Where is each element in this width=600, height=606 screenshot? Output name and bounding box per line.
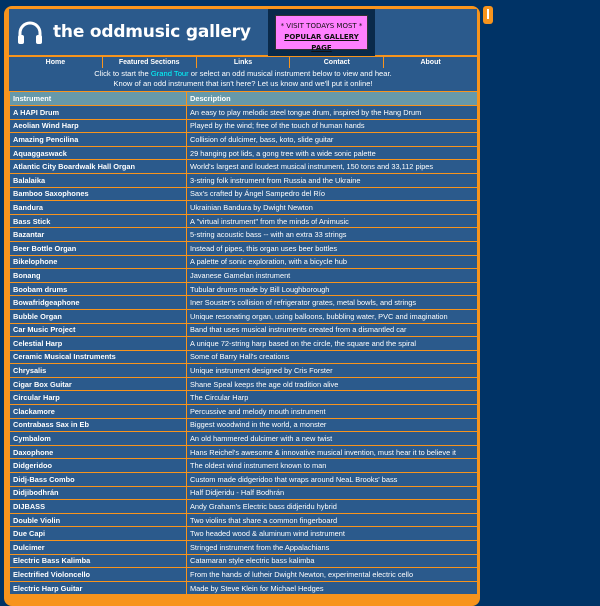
instrument-description: Percussive and melody mouth instrument — [187, 405, 478, 419]
instrument-description: Iner Souster's collision of refrigerator grates, metal bowls, and strings — [187, 296, 478, 310]
instrument-description: Played by the wind; free of the touch of human hands — [187, 119, 478, 133]
instrument-name-link[interactable]: Bazantar — [10, 228, 187, 242]
instrument-description: Unique resonating organ, using balloons, bubbling water, PVC and imagination — [187, 309, 478, 323]
instrument-description: Sax's crafted by Ángel Sampedro del Río — [187, 187, 478, 201]
instrument-name-link[interactable]: Celestial Harp — [10, 337, 187, 351]
instrument-name-link[interactable]: Electric Harp Guitar — [10, 581, 187, 595]
table-row[interactable] — [10, 187, 478, 201]
site-header — [9, 9, 477, 55]
table-row[interactable] — [10, 541, 478, 555]
table-row[interactable] — [10, 527, 478, 541]
table-body — [10, 106, 478, 595]
instrument-name-link[interactable]: Amazing Pencilina — [10, 133, 187, 147]
nav-links[interactable]: Links — [197, 57, 291, 68]
instrument-name-link[interactable]: Bass Stick — [10, 214, 187, 228]
instrument-description: Made by Steve Klein for Michael Hedges — [187, 581, 478, 595]
instrument-description: The Circular Harp — [187, 391, 478, 405]
instrument-table — [9, 91, 478, 595]
nav-contact[interactable]: Contact — [290, 57, 384, 68]
scrollbar-thumb[interactable] — [487, 9, 489, 19]
instrument-name-link[interactable]: Chrysalis — [10, 364, 187, 378]
table-row[interactable] — [10, 432, 478, 446]
instrument-name-link[interactable]: Electric Bass Kalimba — [10, 554, 187, 568]
nav-about[interactable]: About — [420, 59, 441, 66]
table-row[interactable] — [10, 500, 478, 514]
instrument-name-link[interactable]: Aquaggaswack — [10, 146, 187, 160]
instrument-name-link[interactable]: Daxophone — [10, 445, 187, 459]
table-row[interactable] — [10, 309, 478, 323]
table-row[interactable] — [10, 568, 478, 582]
table-row[interactable] — [10, 350, 478, 364]
intro-line-2: Know of an odd instrument that isn't here? Let us know and we'll put it online! — [113, 79, 373, 88]
table-row[interactable] — [10, 106, 478, 120]
table-row[interactable] — [10, 405, 478, 419]
table-row[interactable] — [10, 269, 478, 283]
table-header-row — [10, 92, 478, 106]
instrument-description: Hans Reichel's awesome & innovative musical invention, must hear it to believe it — [187, 445, 478, 459]
table-row[interactable] — [10, 581, 478, 595]
table-row[interactable] — [10, 133, 478, 147]
instrument-description: World's largest and loudest musical instrument, 150 tons and 33,112 pipes — [187, 160, 478, 174]
instrument-description: Instead of pipes, this organ uses beer bottles — [187, 241, 478, 255]
table-row[interactable] — [10, 391, 478, 405]
table-row[interactable] — [10, 146, 478, 160]
instrument-name-link[interactable]: Dulcimer — [10, 541, 187, 555]
instrument-name-link[interactable]: Ceramic Musical Instruments — [10, 350, 187, 364]
instrument-name-link[interactable]: DIJBASS — [10, 500, 187, 514]
instrument-description: Catamaran style electric bass kalimba — [187, 554, 478, 568]
instrument-name-link[interactable]: Bonang — [10, 269, 187, 283]
instrument-description: 29 hanging pot lids, a gong tree with a wide sonic palette — [187, 146, 478, 160]
table-row[interactable] — [10, 119, 478, 133]
table-row[interactable] — [10, 201, 478, 215]
popular-gallery-banner[interactable] — [268, 9, 375, 56]
table-row[interactable] — [10, 214, 478, 228]
instrument-description: 5-string acoustic bass -- with an extra 33 strings — [187, 228, 478, 242]
instrument-name-link[interactable]: Contrabass Sax in Eb — [10, 418, 187, 432]
instrument-name-link[interactable]: Beer Bottle Organ — [10, 241, 187, 255]
instrument-name-link[interactable]: Balalaika — [10, 173, 187, 187]
instrument-description: 3-string folk instrument from Russia and the Ukraine — [187, 173, 478, 187]
instrument-name-link[interactable]: Bamboo Saxophones — [10, 187, 187, 201]
table-row[interactable] — [10, 459, 478, 473]
instrument-description: Unique instrument designed by Cris Forster — [187, 364, 478, 378]
instrument-name-link[interactable]: Aeolian Wind Harp — [10, 119, 187, 133]
table-row[interactable] — [10, 255, 478, 269]
instrument-description: Custom made didgeridoo that wraps around NeaL Brooks' bass — [187, 473, 478, 487]
instrument-name-link[interactable]: Bowafridgeaphone — [10, 296, 187, 310]
table-row[interactable] — [10, 486, 478, 500]
promo-line-1: * VISIT TODAYS MOST * — [280, 22, 363, 30]
instrument-name-link[interactable]: Electrified Violoncello — [10, 568, 187, 582]
popular-gallery-link[interactable] — [275, 15, 368, 50]
instrument-name-link[interactable]: Didj-Bass Combo — [10, 473, 187, 487]
table-row[interactable] — [10, 241, 478, 255]
intro-text — [9, 68, 477, 91]
instrument-name-link[interactable]: Car Music Project — [10, 323, 187, 337]
table-row[interactable] — [10, 364, 478, 378]
instrument-description: Two headed wood & aluminum wind instrument — [187, 527, 478, 541]
table-row[interactable] — [10, 554, 478, 568]
instrument-description: A palette of sonic exploration, with a bicycle hub — [187, 255, 478, 269]
table-row[interactable] — [10, 337, 478, 351]
column-header-description: Description — [187, 92, 478, 106]
instrument-name-link[interactable]: Bikelophone — [10, 255, 187, 269]
main-nav — [9, 57, 477, 68]
intro-after-link: or select an odd musical instrument below to view and hear. — [188, 69, 392, 78]
instrument-description: Andy Graham's Electric bass didjeridu hybrid — [187, 500, 478, 514]
instrument-name-link[interactable]: Bubble Organ — [10, 309, 187, 323]
table-row[interactable] — [10, 418, 478, 432]
instrument-name-link[interactable]: Due Capi — [10, 527, 187, 541]
nav-home[interactable]: Home — [9, 57, 103, 68]
table-row[interactable] — [10, 473, 478, 487]
table-row[interactable] — [10, 296, 478, 310]
table-row[interactable] — [10, 323, 478, 337]
table-row[interactable] — [10, 160, 478, 174]
table-row[interactable] — [10, 228, 478, 242]
instrument-description: Shane Speal keeps the age old tradition alive — [187, 377, 478, 391]
table-row[interactable] — [10, 513, 478, 527]
table-row[interactable] — [10, 282, 478, 296]
instrument-description: Javanese Gamelan instrument — [187, 269, 478, 283]
table-row[interactable] — [10, 377, 478, 391]
instrument-name-link[interactable]: Didgeridoo — [10, 459, 187, 473]
table-row[interactable] — [10, 173, 478, 187]
instrument-name-link[interactable]: Boobam drums — [10, 282, 187, 296]
instrument-name-link[interactable]: A HAPI Drum — [10, 106, 187, 120]
instrument-description: An easy to play melodic steel tongue drum, inspired by the Hang Drum — [187, 106, 478, 120]
promo-line-2[interactable]: POPULAR GALLERY PAGE — [284, 33, 359, 52]
instrument-description: An old hammered dulcimer with a new twist — [187, 432, 478, 446]
column-header-instrument: Instrument — [10, 92, 187, 106]
instrument-description: Some of Barry Hall's creations — [187, 350, 478, 364]
instrument-description: Band that uses musical instruments created from a dismantled car — [187, 323, 478, 337]
instrument-name-link[interactable]: Atlantic City Boardwalk Hall Organ — [10, 160, 187, 174]
grand-tour-link[interactable]: Grand Tour — [150, 69, 189, 78]
site-logo-text[interactable]: the oddmusic gallery — [53, 22, 251, 42]
nav-featured-sections[interactable]: Featured Sections — [103, 57, 197, 68]
table-row[interactable] — [10, 445, 478, 459]
instrument-name-link[interactable]: Didjibodhrán — [10, 486, 187, 500]
instrument-description: Two violins that share a common fingerboard — [187, 513, 478, 527]
instrument-name-link[interactable]: Cigar Box Guitar — [10, 377, 187, 391]
instrument-name-link[interactable]: Bandura — [10, 201, 187, 215]
instrument-description: Ukrainian Bandura by Dwight Newton — [187, 201, 478, 215]
intro-before-link: Click to start the — [94, 69, 151, 78]
instrument-name-link[interactable]: Clackamore — [10, 405, 187, 419]
instrument-description: Tubular drums made by Bill Loughborough — [187, 282, 478, 296]
instrument-name-link[interactable]: Double Violin — [10, 513, 187, 527]
instrument-name-link[interactable]: Cymbalom — [10, 432, 187, 446]
headphones-icon — [17, 21, 43, 45]
instrument-description: Biggest woodwind in the world, a monster — [187, 418, 478, 432]
instrument-description: Half Didjeridu - Half Bodhrán — [187, 486, 478, 500]
instrument-description: Stringed instrument from the Appalachians — [187, 541, 478, 555]
instrument-description: Collision of dulcimer, bass, koto, slide guitar — [187, 133, 478, 147]
instrument-description: A "virtual instrument" from the minds of Animusic — [187, 214, 478, 228]
instrument-description: From the hands of lutheir Dwight Newton, experimental electric cello — [187, 568, 478, 582]
instrument-description: A unique 72-string harp based on the circle, the square and the spiral — [187, 337, 478, 351]
instrument-description: The oldest wind instrument known to man — [187, 459, 478, 473]
instrument-name-link[interactable]: Circular Harp — [10, 391, 187, 405]
